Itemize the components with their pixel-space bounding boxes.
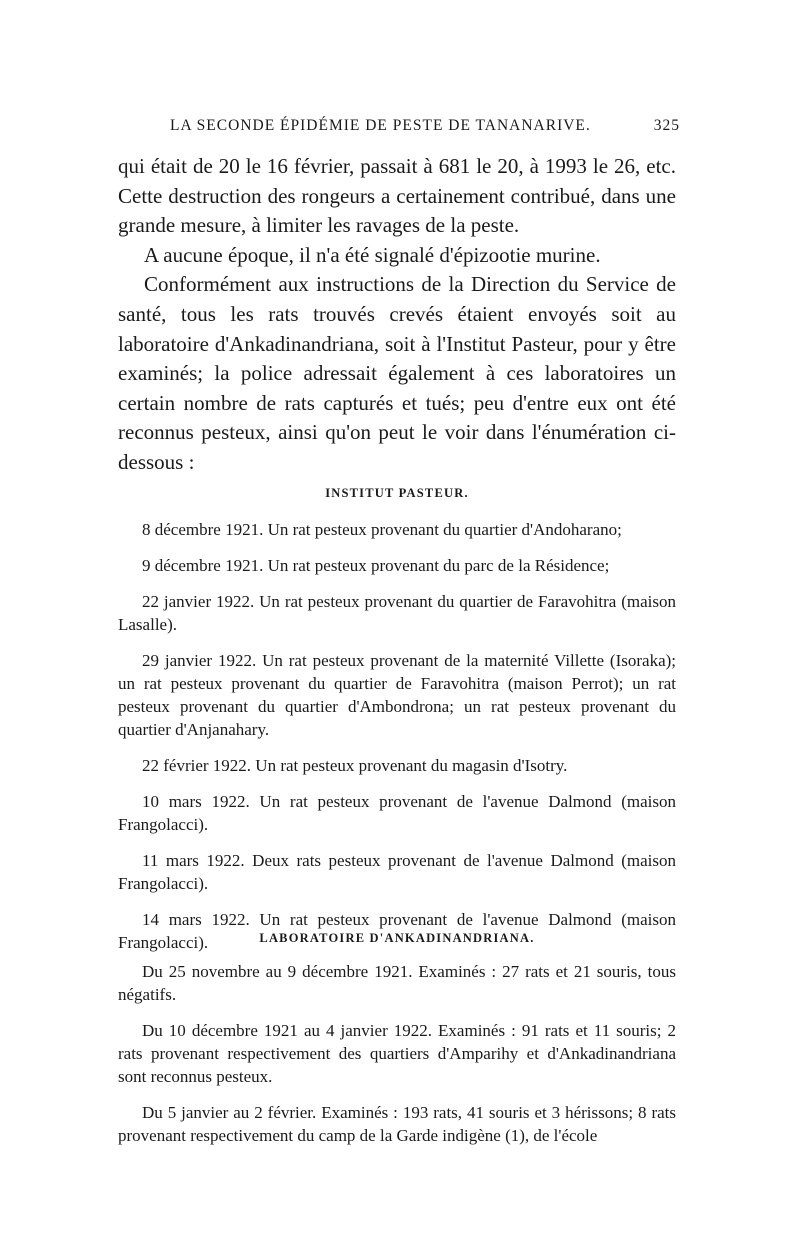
institut-pasteur-entries — [118, 518, 676, 967]
running-header — [170, 117, 680, 135]
list-item: 8 décembre 1921. Un rat pesteux provenant du quartier d'Andoharano; — [142, 520, 622, 539]
list-item: 14 mars 1922. Un rat pesteux provenant de l'avenue Dalmond (maison Frangolacci). — [118, 910, 676, 952]
list-item: Du 10 décembre 1921 au 4 janvier 1922. Examinés : 91 rats et 11 souris; 2 rats provenant respectivement des quartiers d'Amparihy et d'Ankadinandriana sont reconnus pesteux. — [118, 1021, 676, 1086]
page-number: 325 — [653, 117, 680, 134]
list-item: 29 janvier 1922. Un rat pesteux provenant de la maternité Villette (Isoraka); un rat pesteux provenant du quartier de Faravohitra (maison Perrot); un rat pesteux provenant du quartier d'Ambondrona; un rat pesteux provenant du quartier d'Anjanahary. — [118, 651, 676, 739]
list-item: 11 mars 1922. Deux rats pesteux provenant de l'avenue Dalmond (maison Frangolacci). — [118, 851, 676, 893]
list-item: 9 décembre 1921. Un rat pesteux provenant du parc de la Résidence; — [142, 556, 610, 575]
paragraph-instructions: Conformément aux instructions de la Direction du Service de santé, tous les rats trouvés crevés étaient envoyés soit au laboratoire d'Ankadinandriana, soit à l'Institut Pasteur, pour y être examinés; la police adressait également à ces laboratoires un certain nombre de rats capturés et tués; peu d'entre eux ont été reconnus pesteux, ainsi qu'on peut le voir dans l'énumération ci-dessous : — [118, 272, 676, 474]
list-item: 22 février 1922. Un rat pesteux provenant du magasin d'Isotry. — [142, 756, 568, 775]
section-heading-laboratoire: LABORATOIRE D'ANKADINANDRIANA. — [259, 931, 535, 945]
list-item: Du 25 novembre au 9 décembre 1921. Examinés : 27 rats et 21 souris, tous négatifs. — [118, 962, 676, 1004]
running-title: LA SECONDE ÉPIDÉMIE DE PESTE DE TANANARIVE. — [170, 117, 591, 134]
list-item: 10 mars 1922. Un rat pesteux provenant de l'avenue Dalmond (maison Frangolacci). — [118, 792, 676, 834]
section-heading-institut-pasteur: INSTITUT PASTEUR. — [325, 486, 469, 500]
paragraph-epizootie: A aucune époque, il n'a été signalé d'épizootie murine. — [144, 242, 601, 267]
list-item: Du 5 janvier au 2 février. Examinés : 193 rats, 41 souris et 3 hérissons; 8 rats provenant respectivement du camp de la Garde indigène (1), de l'école — [118, 1103, 676, 1145]
laboratoire-entries — [118, 960, 676, 1160]
paragraph-continuation: qui était de 20 le 16 février, passait à 681 le 20, à 1993 le 26, etc. Cette destruction des rongeurs a certainement contribué, dans une grande mesure, à limiter les ravages de la peste. — [118, 154, 676, 238]
list-item: 22 janvier 1922. Un rat pesteux provenant du quartier de Faravohitra (maison Lasalle). — [118, 592, 676, 634]
main-text — [118, 152, 676, 478]
